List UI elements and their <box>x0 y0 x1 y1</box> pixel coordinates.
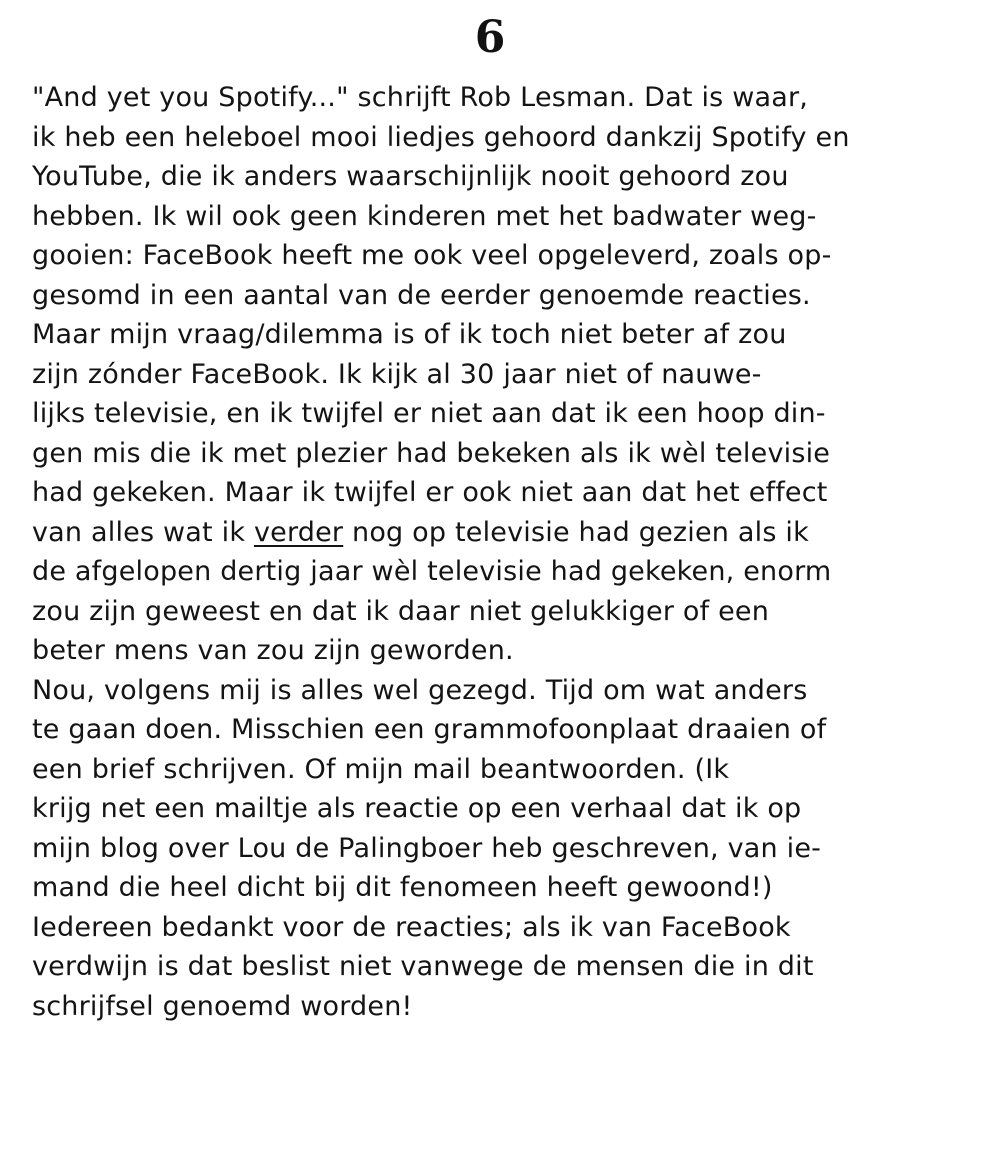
text-line: mijn blog over Lou de Palingboer heb geschreven, van ie- <box>32 832 822 864</box>
text-line: gooien: FaceBook heeft me ook veel opgeleverd, zoals op- <box>32 240 832 271</box>
text-line: te gaan doen. Misschien een grammofoonplaat draaien of <box>32 714 827 745</box>
text-line: gesomd in een aantal van de eerder genoemde reacties. <box>32 279 811 311</box>
text-line: verdwijn is dat beslist niet vanwege de mensen die in dit <box>32 951 814 982</box>
text-line: beter mens van zou zijn geworden. <box>32 635 514 666</box>
text-line: krijg net een mailtje als reactie op een verhaal dat ik op <box>32 793 802 824</box>
text-line: schrijfsel genoemd worden! <box>32 990 413 1022</box>
text-line: had gekeken. Maar ik twijfel er ook niet aan dat het effect <box>32 477 828 508</box>
text-line: Maar mijn vraag/dilemma is of ik toch niet beter af zou <box>32 319 787 350</box>
text-line: Nou, volgens mij is alles wel gezegd. Tijd om wat anders <box>32 674 808 706</box>
text-line: zijn zónder FaceBook. Ik kijk al 30 jaar niet of nauwe- <box>32 358 762 390</box>
text-line: hebben. Ik wil ook geen kinderen met het badwater weg- <box>32 200 817 232</box>
page-number: 6 <box>474 12 506 63</box>
line-part-after: nog op televisie had gezien als ik <box>343 516 809 548</box>
text-line: Iedereen bedankt voor de reacties; als ik van FaceBook <box>32 911 791 943</box>
line-part-before: van alles wat ik <box>32 516 254 548</box>
text-line: ik heb een heleboel mooi liedjes gehoord dankzij Spotify en <box>32 121 850 153</box>
text-line: een brief schrijven. Of mijn mail beantwoorden. (Ik <box>32 753 730 785</box>
text-line: de afgelopen dertig jaar wèl televisie had gekeken, enorm <box>32 556 832 587</box>
text-line: zou zijn geweest en dat ik daar niet gelukkiger of een <box>32 595 770 627</box>
text-line: lijks televisie, en ik twijfel er niet aan dat ik een hoop din- <box>32 398 826 429</box>
text-line: gen mis die ik met plezier had bekeken als ik wèl televisie <box>32 437 831 469</box>
text-line: mand die heel dicht bij dit fenomeen heeft gewoond!) <box>32 872 773 903</box>
underlined-word: verder <box>253 516 344 548</box>
handwritten-text <box>32 78 972 1026</box>
text-line: "And yet you Spotify..." schrijft Rob Lesman. Dat is waar, <box>32 82 809 113</box>
text-line: YouTube, die ik anders waarschijnlijk nooit gehoord zou <box>32 161 789 192</box>
text-line-with-underline <box>32 513 972 553</box>
